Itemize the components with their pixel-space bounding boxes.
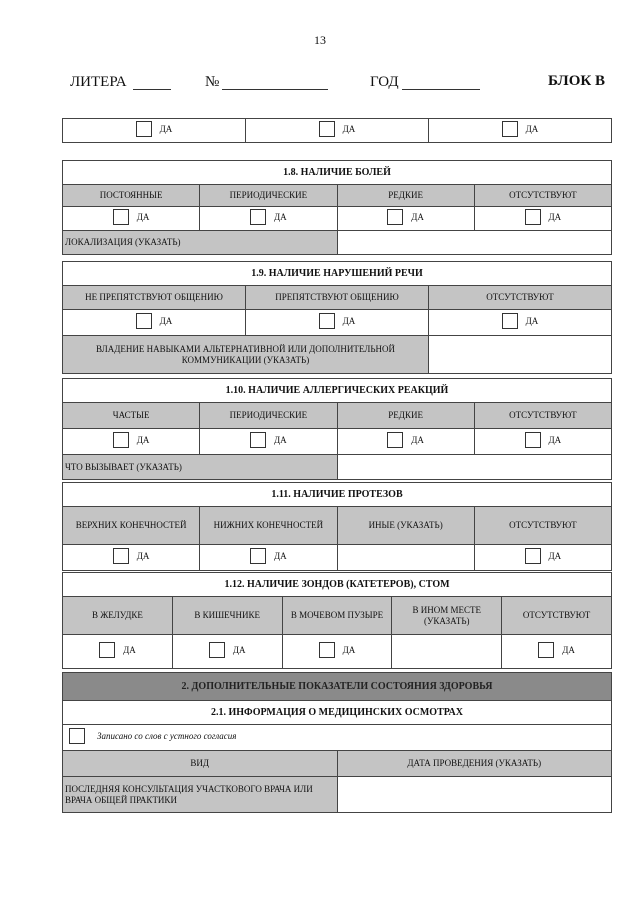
section-2 (62, 672, 612, 813)
col-header: РЕДКИЕ (337, 185, 474, 207)
checkbox[interactable]: ДА (250, 548, 287, 564)
checkbox-box[interactable] (113, 548, 129, 564)
section-title: 1.10. НАЛИЧИЕ АЛЛЕРГИЧЕСКИХ РЕАКЦИЙ (63, 379, 612, 403)
checkbox-box[interactable] (502, 313, 518, 329)
checkbox-box[interactable] (525, 432, 541, 448)
cause-label: ЧТО ВЫЗЫВАЕТ (УКАЗАТЬ) (63, 455, 338, 480)
checkbox-box[interactable] (502, 121, 518, 137)
section-title: 1.8. НАЛИЧИЕ БОЛЕЙ (63, 161, 612, 185)
other-prosthesis-field[interactable] (337, 545, 474, 571)
checkbox[interactable]: ДА (538, 642, 575, 658)
checkbox-box[interactable] (387, 209, 403, 225)
block-label: БЛОК В (548, 73, 606, 89)
checkbox[interactable]: ДА (113, 548, 150, 564)
checkbox[interactable]: ДА (113, 209, 150, 225)
checkbox-box[interactable] (387, 432, 403, 448)
section-1-11 (62, 482, 612, 571)
col-header: В ИНОМ МЕСТЕ (УКАЗАТЬ) (392, 597, 502, 635)
checkbox-box[interactable] (113, 432, 129, 448)
year-label: ГОД (370, 74, 399, 90)
checkbox-box[interactable] (250, 548, 266, 564)
checkbox[interactable]: ДА (525, 432, 562, 448)
year-field[interactable] (402, 89, 480, 90)
col-header: ИНЫЕ (УКАЗАТЬ) (337, 507, 474, 545)
checkbox-box[interactable] (319, 121, 335, 137)
section-1-8 (62, 160, 612, 255)
alt-communication-label: ВЛАДЕНИЕ НАВЫКАМИ АЛЬТЕРНАТИВНОЙ ИЛИ ДОПОЛНИТЕЛЬНОЙ КОММУНИКАЦИИ (УКАЗАТЬ) (63, 336, 429, 374)
col-header: ОТСУТСТВУЮТ (429, 286, 612, 310)
col-header: ОТСУТСТВУЮТ (474, 403, 611, 429)
checkbox[interactable]: ДА (387, 432, 424, 448)
col-header: ОТСУТСТВУЮТ (502, 597, 612, 635)
col-header: ОТСУТСТВУЮТ (474, 185, 611, 207)
checkbox[interactable]: ДА (319, 642, 356, 658)
checkbox[interactable]: ДА (136, 313, 173, 329)
col-header: ВИД (63, 751, 338, 777)
last-consultation-label: ПОСЛЕДНЯЯ КОНСУЛЬТАЦИЯ УЧАСТКОВОГО ВРАЧА ИЛИ ВРАЧА ОБЩЕЙ ПРАКТИКИ (63, 777, 338, 813)
checkbox-box[interactable] (69, 728, 85, 744)
checkbox-box[interactable] (319, 642, 335, 658)
checkbox[interactable]: ДА (250, 209, 287, 225)
section-1-10 (62, 378, 612, 480)
localization-label: ЛОКАЛИЗАЦИЯ (УКАЗАТЬ) (63, 231, 338, 255)
col-header: В КИШЕЧНИКЕ (172, 597, 282, 635)
checkbox[interactable]: ДА (136, 121, 173, 137)
number-field[interactable] (222, 89, 328, 90)
col-header: ВЕРХНИХ КОНЕЧНОСТЕЙ (63, 507, 200, 545)
checkbox-box[interactable] (525, 548, 541, 564)
litera-field[interactable] (133, 89, 171, 90)
checkbox-box[interactable] (250, 432, 266, 448)
checkbox[interactable]: ДА (502, 121, 539, 137)
section-title: 1.12. НАЛИЧИЕ ЗОНДОВ (КАТЕТЕРОВ), СТОМ (63, 573, 612, 597)
col-header: ОТСУТСТВУЮТ (474, 507, 611, 545)
checkbox-box[interactable] (209, 642, 225, 658)
verbal-consent-checkbox[interactable]: Записано со слов с устного согласия (65, 728, 236, 744)
checkbox[interactable]: ДА (319, 313, 356, 329)
checkbox[interactable]: ДА (525, 209, 562, 225)
litera-label: ЛИТЕРА (70, 74, 127, 90)
checkbox-box[interactable] (99, 642, 115, 658)
checkbox-box[interactable] (113, 209, 129, 225)
checkbox[interactable]: ДА (209, 642, 246, 658)
other-place-field[interactable] (392, 635, 502, 669)
checkbox[interactable]: ДА (387, 209, 424, 225)
checkbox[interactable]: ДА (502, 313, 539, 329)
col-header: ПРЕПЯТСТВУЮТ ОБЩЕНИЮ (246, 286, 429, 310)
col-header: ПЕРИОДИЧЕСКИЕ (200, 185, 337, 207)
checkbox-box[interactable] (538, 642, 554, 658)
col-header: ПОСТОЯННЫЕ (63, 185, 200, 207)
section-title: 2.1. ИНФОРМАЦИЯ О МЕДИЦИНСКИХ ОСМОТРАХ (63, 701, 612, 725)
cause-field[interactable] (337, 455, 612, 480)
checkbox[interactable]: ДА (525, 548, 562, 564)
alt-communication-field[interactable] (429, 336, 612, 374)
col-header: ЧАСТЫЕ (63, 403, 200, 429)
checkbox-box[interactable] (319, 313, 335, 329)
col-header: В ЖЕЛУДКЕ (63, 597, 173, 635)
checkbox-box[interactable] (250, 209, 266, 225)
col-header: НЕ ПРЕПЯТСТВУЮТ ОБЩЕНИЮ (63, 286, 246, 310)
number-label: № (205, 74, 220, 90)
page-number: 13 (314, 33, 326, 47)
section-1-9 (62, 261, 612, 374)
checkbox-box[interactable] (525, 209, 541, 225)
section-title: 1.9. НАЛИЧИЕ НАРУШЕНИЙ РЕЧИ (63, 262, 612, 286)
col-header: В МОЧЕВОМ ПУЗЫРЕ (282, 597, 392, 635)
checkbox[interactable]: ДА (99, 642, 136, 658)
col-header: РЕДКИЕ (337, 403, 474, 429)
checkbox[interactable]: ДА (250, 432, 287, 448)
checkbox[interactable]: ДА (319, 121, 356, 137)
checkbox-box[interactable] (136, 121, 152, 137)
checkbox[interactable]: ДА (113, 432, 150, 448)
col-header: ДАТА ПРОВЕДЕНИЯ (УКАЗАТЬ) (337, 751, 612, 777)
section-title: 1.11. НАЛИЧИЕ ПРОТЕЗОВ (63, 483, 612, 507)
col-header: ПЕРИОДИЧЕСКИЕ (200, 403, 337, 429)
col-header: НИЖНИХ КОНЕЧНОСТЕЙ (200, 507, 337, 545)
section-title: 2. ДОПОЛНИТЕЛЬНЫЕ ПОКАЗАТЕЛИ СОСТОЯНИЯ ЗДОРОВЬЯ (63, 673, 612, 701)
section-1-12 (62, 572, 612, 669)
localization-field[interactable] (337, 231, 612, 255)
checkbox-box[interactable] (136, 313, 152, 329)
consultation-date-field[interactable] (337, 777, 612, 813)
top-checkbox-row (62, 118, 612, 143)
